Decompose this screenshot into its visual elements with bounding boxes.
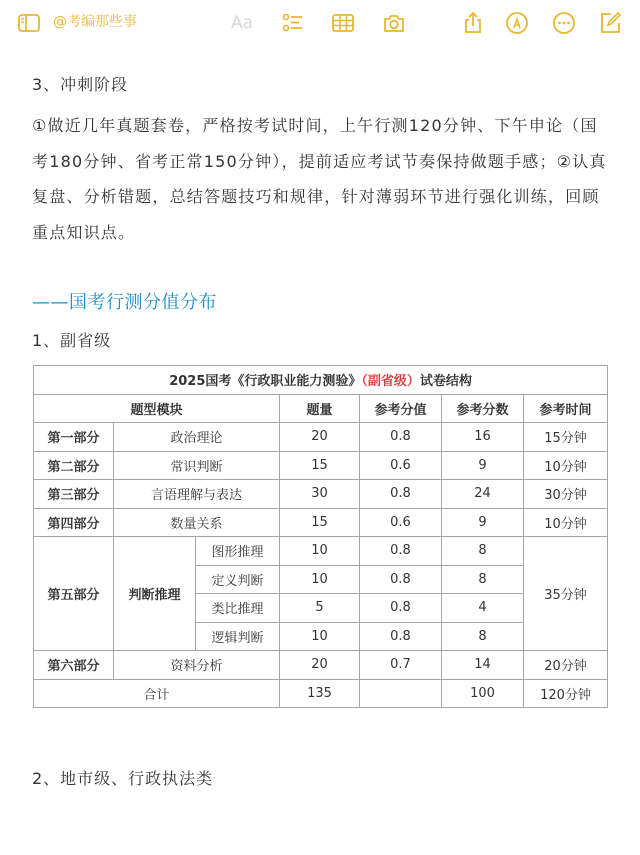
part-cell: 第六部分 — [34, 651, 114, 680]
value-cell: 0.8 — [360, 594, 442, 623]
section-title: ——国考行测分值分布 — [32, 292, 217, 313]
part-cell: 第二部分 — [34, 451, 114, 480]
header-value: 参考分值 — [360, 394, 442, 423]
value-cell — [360, 679, 442, 708]
module-cell: 言语理解与表达 — [114, 480, 280, 509]
submodule-cell: 图形推理 — [196, 537, 280, 566]
subheading-municipal: 2、地市级、行政执法类 — [32, 769, 214, 788]
part-cell: 第一部分 — [34, 423, 114, 452]
part-cell: 第四部分 — [34, 508, 114, 537]
table-header-row — [34, 394, 608, 423]
value-cell: 0.7 — [360, 651, 442, 680]
score-distribution-table — [33, 365, 608, 708]
header-count: 题量 — [280, 394, 360, 423]
score-cell: 9 — [442, 451, 524, 480]
table-title-row — [34, 366, 608, 395]
score-cell: 24 — [442, 480, 524, 509]
time-cell: 35分钟 — [524, 537, 608, 651]
value-cell: 0.8 — [360, 537, 442, 566]
stage-paragraph: ①做近几年真题套卷，严格按考试时间，上午行测120分钟、下午申论（国考180分钟、省考正常150分钟），提前适应考试节奏保持做题手感；②认真复盘、分析错题，总结答题技巧和规律，针对薄弱环节进行强化训练，回顾重点知识点。 — [32, 116, 607, 242]
score-cell: 100 — [442, 679, 524, 708]
share-icon[interactable] — [461, 11, 485, 35]
submodule-cell: 类比推理 — [196, 594, 280, 623]
submodule-cell: 定义判断 — [196, 565, 280, 594]
module-cell: 常识判断 — [114, 451, 280, 480]
header-module: 题型模块 — [34, 394, 280, 423]
module-cell: 判断推理 — [114, 537, 196, 651]
sidebar-icon[interactable] — [17, 11, 41, 35]
time-cell: 10分钟 — [524, 508, 608, 537]
count-cell: 5 — [280, 594, 360, 623]
score-cell: 8 — [442, 622, 524, 651]
module-cell: 资料分析 — [114, 651, 280, 680]
table-row — [34, 651, 608, 680]
score-cell: 16 — [442, 423, 524, 452]
count-cell: 10 — [280, 622, 360, 651]
table-row — [34, 423, 608, 452]
count-cell: 10 — [280, 537, 360, 566]
table-title: 2025国考《行政职业能力测验》（副省级）试卷结构 — [34, 366, 608, 395]
part-cell: 第五部分 — [34, 537, 114, 651]
time-cell: 30分钟 — [524, 480, 608, 509]
stage-heading: 3、冲刺阶段 — [32, 75, 129, 94]
header-score: 参考分数 — [442, 394, 524, 423]
table-row — [34, 451, 608, 480]
value-cell: 0.8 — [360, 480, 442, 509]
compose-icon[interactable] — [598, 11, 622, 35]
score-cell: 9 — [442, 508, 524, 537]
count-cell: 20 — [280, 651, 360, 680]
table-total-row — [34, 679, 608, 708]
table-row — [34, 480, 608, 509]
value-cell: 0.6 — [360, 451, 442, 480]
subheading-provincial: 1、副省级 — [32, 331, 112, 350]
submodule-cell: 逻辑判断 — [196, 622, 280, 651]
time-cell: 15分钟 — [524, 423, 608, 452]
markup-icon[interactable] — [505, 11, 529, 35]
camera-icon[interactable] — [382, 11, 406, 35]
time-cell: 20分钟 — [524, 651, 608, 680]
text-format-icon[interactable]: Aa — [231, 13, 254, 33]
count-cell: 15 — [280, 451, 360, 480]
module-cell: 政治理论 — [114, 423, 280, 452]
total-label: 合计 — [34, 679, 280, 708]
count-cell: 15 — [280, 508, 360, 537]
value-cell: 0.8 — [360, 622, 442, 651]
more-icon[interactable] — [552, 11, 576, 35]
count-cell: 10 — [280, 565, 360, 594]
count-cell: 20 — [280, 423, 360, 452]
count-cell: 135 — [280, 679, 360, 708]
table-row — [34, 508, 608, 537]
value-cell: 0.6 — [360, 508, 442, 537]
time-cell: 120分钟 — [524, 679, 608, 708]
time-cell: 10分钟 — [524, 451, 608, 480]
header-time: 参考时间 — [524, 394, 608, 423]
count-cell: 30 — [280, 480, 360, 509]
part-cell: 第三部分 — [34, 480, 114, 509]
note-title: @考编那些事 — [53, 14, 137, 30]
score-cell: 14 — [442, 651, 524, 680]
module-cell: 数量关系 — [114, 508, 280, 537]
value-cell: 0.8 — [360, 423, 442, 452]
value-cell: 0.8 — [360, 565, 442, 594]
table-icon[interactable] — [331, 11, 355, 35]
checklist-icon[interactable] — [281, 11, 305, 35]
score-cell: 8 — [442, 537, 524, 566]
notes-toolbar — [0, 0, 640, 46]
score-cell: 4 — [442, 594, 524, 623]
score-cell: 8 — [442, 565, 524, 594]
table-row — [34, 537, 608, 566]
